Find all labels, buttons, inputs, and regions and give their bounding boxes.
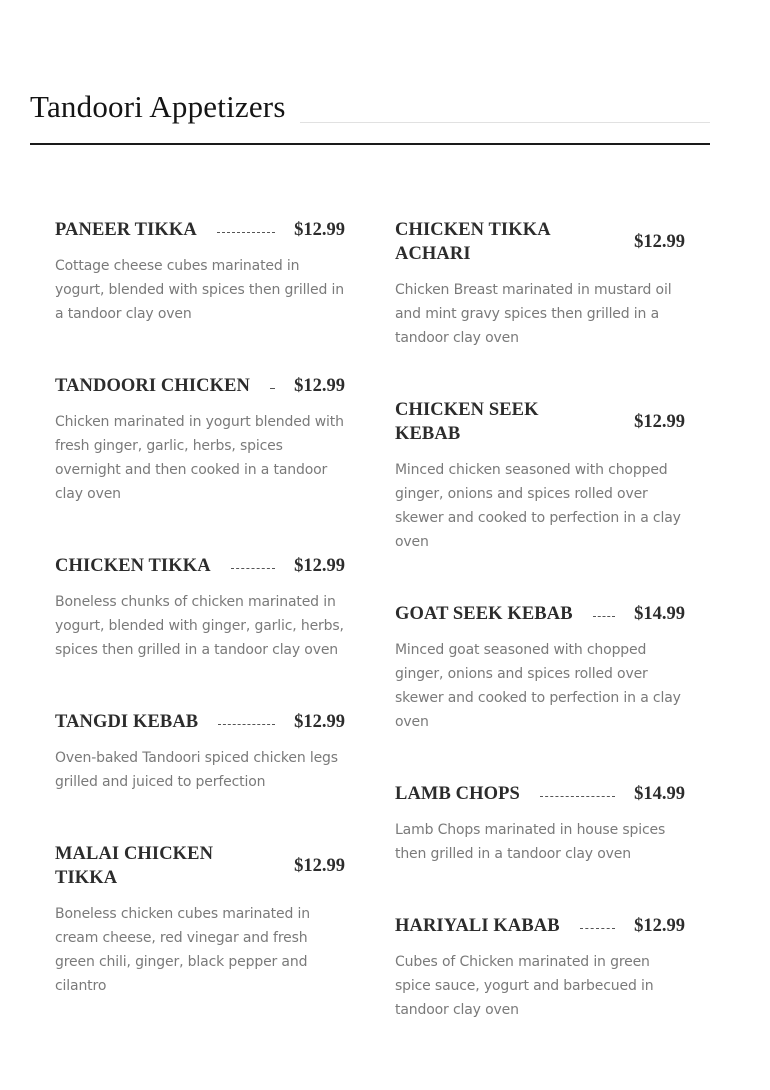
- item-description: Minced goat seasoned with chopped ginger, onions and spices rolled over skewer and cooked to perfection in a clay oven: [395, 642, 681, 730]
- menu-item: [55, 218, 345, 326]
- item-description: Minced chicken seasoned with chopped ginger, onions and spices rolled over skewer and cooked to perfection in a clay oven: [395, 462, 681, 550]
- menu-item-header: [395, 218, 685, 266]
- dot-leader: [593, 616, 615, 617]
- item-price: $12.99: [294, 220, 345, 240]
- dot-leader: [540, 796, 615, 797]
- item-description: Chicken marinated in yogurt blended with fresh ginger, garlic, herbs, spices overnight and then cooked in a tandoor clay oven: [55, 414, 344, 502]
- menu-item-header: [395, 602, 685, 626]
- item-description: Boneless chunks of chicken marinated in yogurt, blended with ginger, garlic, herbs, spices then grilled in a tandoor clay oven: [55, 594, 344, 658]
- dot-leader: [218, 724, 275, 725]
- menu-item-header: [55, 554, 345, 578]
- item-name: GOAT SEEK KEBAB: [395, 604, 573, 624]
- item-name: HARIYALI KABAB: [395, 916, 560, 936]
- item-price: $12.99: [294, 376, 345, 396]
- item-price: $12.99: [634, 232, 685, 252]
- item-description: Oven-baked Tandoori spiced chicken legs grilled and juiced to perfection: [55, 750, 338, 790]
- item-price: $12.99: [294, 712, 345, 732]
- item-name: CHICKEN TIKKA ACHARI: [395, 220, 550, 264]
- menu-item-header: [55, 374, 345, 398]
- item-price: $14.99: [634, 784, 685, 804]
- title-thin-divider: [300, 122, 710, 123]
- menu-item: [395, 602, 685, 734]
- item-name: TANGDI KEBAB: [55, 712, 199, 732]
- menu-item: [395, 398, 685, 554]
- menu-item-header: [55, 710, 345, 734]
- menu-item: [55, 842, 345, 998]
- item-name: TANDOORI CHICKEN: [55, 376, 251, 396]
- item-name: CHICKEN TIKKA: [55, 556, 211, 576]
- item-price: $12.99: [634, 412, 685, 432]
- item-price: $12.99: [294, 556, 345, 576]
- menu-item-header: [395, 398, 685, 446]
- title-divider: [30, 143, 710, 145]
- item-price: $14.99: [634, 604, 685, 624]
- menu-item: [55, 554, 345, 662]
- menu-item-header: [395, 782, 685, 806]
- menu-item: [395, 914, 685, 1022]
- item-price: $12.99: [634, 916, 685, 936]
- menu-item: [55, 710, 345, 794]
- item-description: Cottage cheese cubes marinated in yogurt, blended with spices then grilled in a tandoor clay oven: [55, 258, 345, 322]
- item-description: Cubes of Chicken marinated in green spice sauce, yogurt and barbecued in tandoor clay oven: [395, 954, 654, 1018]
- item-name: CHICKEN SEEK KEBAB: [395, 400, 539, 444]
- menu-item-header: [395, 914, 685, 938]
- item-description: Chicken Breast marinated in mustard oil and mint gravy spices then grilled in a tandoor clay oven: [395, 282, 672, 346]
- dot-leader: [217, 232, 275, 233]
- item-name: PANEER TIKKA: [55, 220, 197, 240]
- item-name: MALAI CHICKEN TIKKA: [55, 844, 214, 888]
- item-description: Lamb Chops marinated in house spices then grilled in a tandoor clay oven: [395, 822, 666, 862]
- menu-item-header: [55, 218, 345, 242]
- dot-leader: [580, 928, 615, 929]
- menu-item: [395, 782, 685, 866]
- item-description: Boneless chicken cubes marinated in cream cheese, red vinegar and fresh green chili, ginger, black pepper and cilantro: [55, 906, 310, 994]
- dot-leader: [231, 568, 275, 569]
- menu-item: [395, 218, 685, 350]
- item-name: LAMB CHOPS: [395, 784, 520, 804]
- section-title: Tandoori Appetizers: [30, 89, 286, 124]
- dot-leader: [270, 388, 275, 389]
- item-price: $12.99: [294, 856, 345, 876]
- menu-item: [55, 374, 345, 506]
- menu-item-header: [55, 842, 345, 890]
